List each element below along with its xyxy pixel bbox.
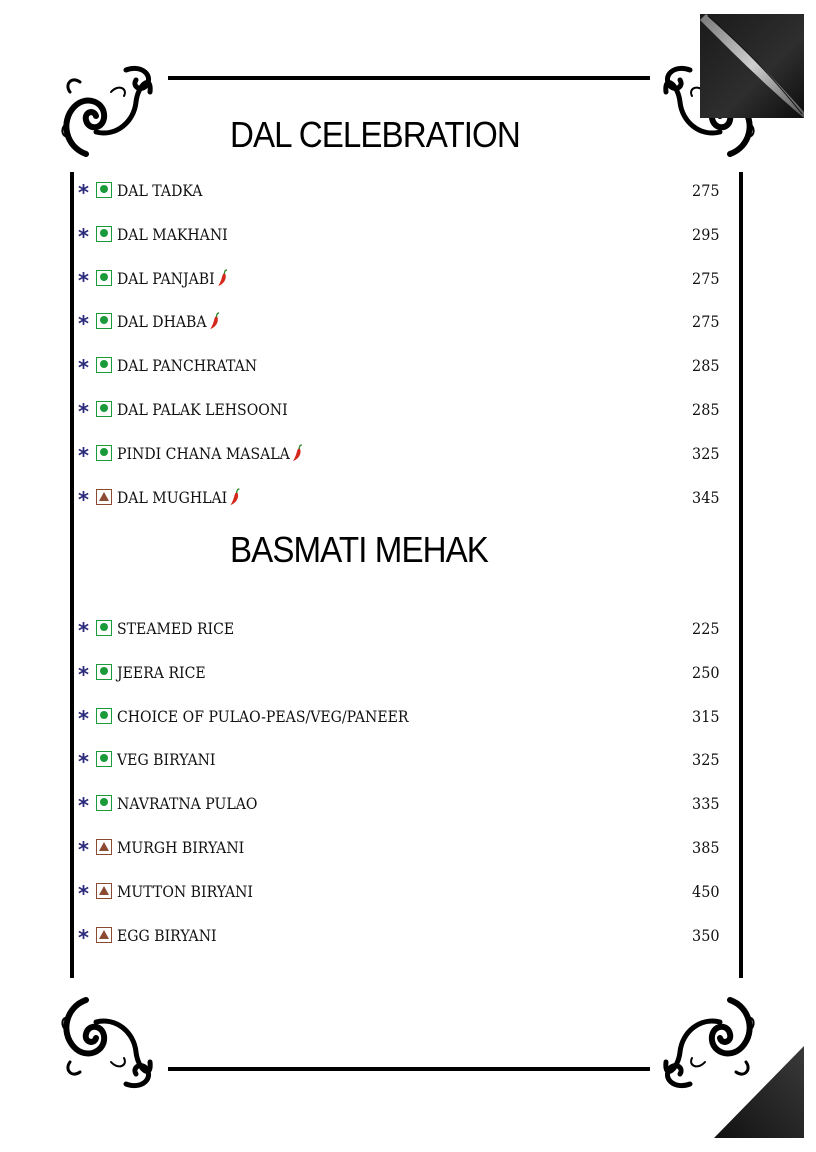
menu-item-price: 275 <box>692 268 720 288</box>
veg-indicator-icon <box>96 357 112 373</box>
menu-item <box>78 180 720 204</box>
menu-item-name <box>117 180 202 202</box>
non-veg-indicator-icon <box>96 489 112 505</box>
veg-indicator-icon <box>96 708 112 724</box>
asterisk-icon: * <box>78 662 89 687</box>
menu-item-name-text: DAL MUGHLAI <box>117 487 228 507</box>
menu-item <box>78 311 720 335</box>
veg-indicator-icon <box>96 795 112 811</box>
menu-item-name <box>117 925 217 947</box>
menu-item-name-text: DAL DHABA <box>117 312 207 332</box>
veg-indicator-icon <box>96 313 112 329</box>
menu-item-name <box>117 355 257 377</box>
menu-item-name <box>117 443 304 465</box>
menu-item-name-text: DAL MAKHANI <box>117 224 228 244</box>
menu-item-price: 225 <box>692 619 720 638</box>
menu-item-name-text: CHOICE OF PULAO-PEAS/VEG/PANEER <box>117 706 409 726</box>
menu-item-price: 325 <box>692 750 720 770</box>
chili-pepper-icon <box>229 488 241 506</box>
menu-item-price: 385 <box>692 838 720 857</box>
menu-item-price: 315 <box>692 706 720 726</box>
menu-item-name-text: DAL PANJABI <box>117 268 215 288</box>
right-border-rule <box>739 172 743 978</box>
page-curl-top-right <box>700 14 804 118</box>
menu-item-name-text: NAVRATNA PULAO <box>117 794 258 814</box>
menu-item <box>78 793 720 817</box>
asterisk-icon: * <box>78 838 89 862</box>
asterisk-icon: * <box>78 400 89 424</box>
menu-item-name-text: STEAMED RICE <box>117 619 235 638</box>
menu-item-price: 285 <box>692 400 720 419</box>
menu-item-name <box>117 793 257 815</box>
menu-item-name-text: DAL PANCHRATAN <box>117 356 258 376</box>
menu-item-name <box>117 618 234 640</box>
asterisk-icon: * <box>78 356 89 381</box>
menu-item-price: 275 <box>692 312 720 332</box>
menu-item-name-text: PINDI CHANA MASALA <box>117 443 290 463</box>
menu-item-price: 285 <box>692 356 720 376</box>
menu-item-name-text: MURGH BIRYANI <box>117 838 245 857</box>
menu-item-price: 345 <box>692 487 720 507</box>
asterisk-icon: * <box>78 268 89 293</box>
menu-item-price: 250 <box>692 662 720 682</box>
top-border-rule <box>168 76 650 80</box>
menu-item-name <box>117 837 244 859</box>
menu-item <box>78 706 720 730</box>
flourish-ornament-top-left <box>56 62 156 162</box>
chili-pepper-icon <box>292 444 304 462</box>
menu-item-name <box>117 224 228 246</box>
flourish-ornament-bottom-left <box>56 992 156 1092</box>
veg-indicator-icon <box>96 226 112 242</box>
menu-item-name <box>117 399 288 421</box>
menu-item-price: 350 <box>692 925 720 945</box>
menu-item <box>78 399 720 423</box>
menu-item-name <box>117 749 216 771</box>
asterisk-icon: * <box>78 443 89 468</box>
veg-indicator-icon <box>96 182 112 198</box>
chili-pepper-icon <box>216 269 228 287</box>
menu-item <box>78 355 720 379</box>
page-curl-bottom-right <box>714 1046 804 1138</box>
menu-item <box>78 881 720 905</box>
veg-indicator-icon <box>96 270 112 286</box>
menu-item-name <box>117 706 408 728</box>
left-border-rule <box>70 172 74 978</box>
menu-item <box>78 224 720 248</box>
asterisk-icon: * <box>78 881 89 906</box>
veg-indicator-icon <box>96 664 112 680</box>
non-veg-indicator-icon <box>96 883 112 899</box>
menu-item-price: 295 <box>692 224 720 244</box>
veg-indicator-icon <box>96 401 112 417</box>
asterisk-icon: * <box>78 794 89 819</box>
menu-item <box>78 749 720 773</box>
section-title-basmati-mehak: BASMATI MEHAK <box>230 529 488 570</box>
section-title-dal-celebration: DAL CELEBRATION <box>230 114 520 155</box>
menu-item-name <box>117 881 253 903</box>
chili-pepper-icon <box>208 312 220 330</box>
asterisk-icon: * <box>78 619 89 643</box>
menu-item-name <box>117 487 241 509</box>
menu-item-name-text: JEERA RICE <box>117 662 206 682</box>
menu-item <box>78 837 720 861</box>
menu-item <box>78 618 720 642</box>
menu-item-price: 450 <box>692 881 720 901</box>
menu-item-name <box>117 268 229 290</box>
menu-item-name <box>117 662 206 684</box>
asterisk-icon: * <box>78 925 89 950</box>
asterisk-icon: * <box>78 487 89 512</box>
menu-item-name-text: DAL TADKA <box>117 181 203 200</box>
menu-item-price: 275 <box>692 181 720 200</box>
non-veg-indicator-icon <box>96 927 112 943</box>
menu-item-name-text: DAL PALAK LEHSOONI <box>117 400 288 419</box>
menu-item-name-text: VEG BIRYANI <box>117 750 216 770</box>
asterisk-icon: * <box>78 750 89 775</box>
non-veg-indicator-icon <box>96 839 112 855</box>
menu-item-price: 335 <box>692 794 720 814</box>
menu-item <box>78 268 720 292</box>
menu-item-name-text: MUTTON BIRYANI <box>117 881 254 901</box>
menu-item <box>78 925 720 949</box>
veg-indicator-icon <box>96 751 112 767</box>
veg-indicator-icon <box>96 620 112 636</box>
bottom-border-rule <box>168 1067 650 1071</box>
menu-item <box>78 487 720 511</box>
asterisk-icon: * <box>78 224 89 249</box>
veg-indicator-icon <box>96 445 112 461</box>
menu-item <box>78 662 720 686</box>
menu-item-name <box>117 311 221 333</box>
asterisk-icon: * <box>78 181 89 205</box>
asterisk-icon: * <box>78 312 89 337</box>
menu-item <box>78 443 720 467</box>
asterisk-icon: * <box>78 706 89 731</box>
menu-item-name-text: EGG BIRYANI <box>117 925 217 945</box>
menu-item-price: 325 <box>692 443 720 463</box>
